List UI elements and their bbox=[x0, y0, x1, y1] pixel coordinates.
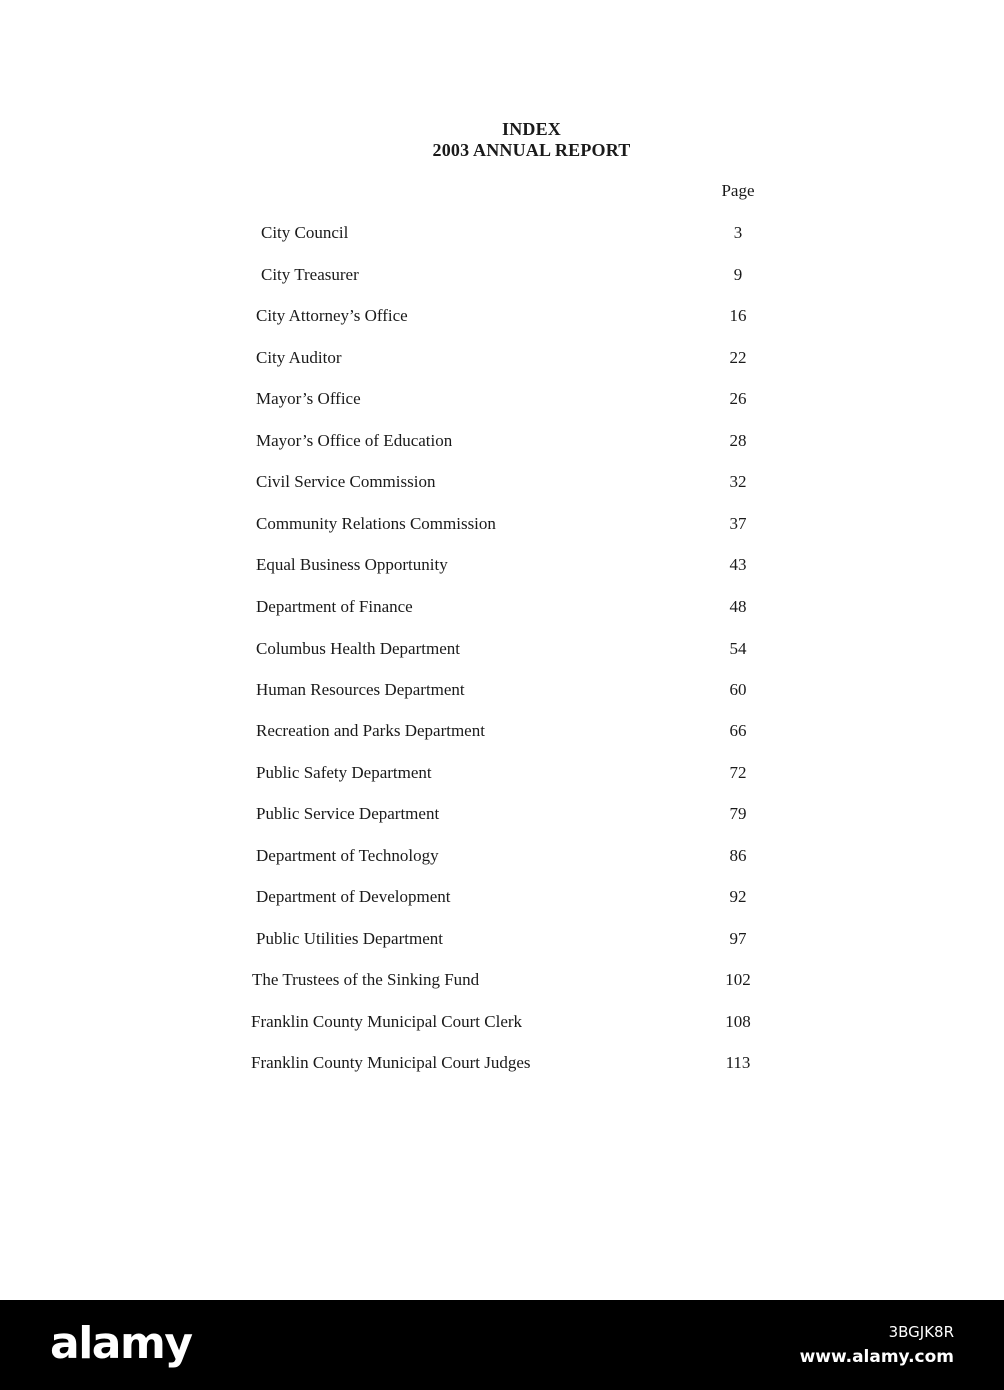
entry-page-number: 54 bbox=[729, 639, 747, 658]
index-entry bbox=[0, 1011, 1004, 1033]
entry-page-number: 3 bbox=[733, 223, 743, 242]
entry-label: City Auditor bbox=[256, 348, 342, 367]
entry-page-number: 48 bbox=[729, 597, 747, 616]
site-url: www.alamy.com bbox=[799, 1347, 954, 1367]
index-entry bbox=[0, 679, 1004, 701]
entry-page-number: 60 bbox=[729, 680, 747, 699]
alamy-logo: alamy bbox=[50, 1318, 192, 1369]
entry-page-number: 43 bbox=[729, 555, 747, 574]
watermark-bar bbox=[0, 1300, 1004, 1390]
entry-label: Public Utilities Department bbox=[256, 929, 443, 948]
entry-page-number: 79 bbox=[729, 804, 747, 823]
entry-page-number: 92 bbox=[729, 887, 747, 906]
entry-page-number: 16 bbox=[729, 306, 747, 325]
entry-label: Columbus Health Department bbox=[256, 639, 460, 658]
entry-page-number: 26 bbox=[729, 389, 747, 408]
index-entry bbox=[0, 554, 1004, 576]
entry-label: Public Service Department bbox=[256, 804, 440, 823]
index-entry bbox=[0, 1052, 1004, 1074]
index-entry bbox=[0, 886, 1004, 908]
entry-label: Department of Finance bbox=[256, 597, 413, 616]
entry-label: Recreation and Parks Department bbox=[256, 721, 485, 740]
index-entry bbox=[0, 471, 1004, 493]
entry-page-number: 97 bbox=[729, 929, 747, 948]
index-entry bbox=[0, 347, 1004, 369]
entry-label: Department of Development bbox=[256, 887, 451, 906]
image-id: 3BGJK8R bbox=[888, 1323, 954, 1341]
index-entry bbox=[0, 845, 1004, 867]
entry-page-number: 108 bbox=[725, 1012, 751, 1031]
entry-label: Franklin County Municipal Court Judges bbox=[251, 1053, 531, 1072]
index-entry bbox=[0, 969, 1004, 991]
index-entry bbox=[0, 430, 1004, 452]
index-entry bbox=[0, 513, 1004, 535]
index-entry bbox=[0, 596, 1004, 618]
index-entry bbox=[0, 638, 1004, 660]
entry-page-number: 37 bbox=[729, 514, 747, 533]
entry-label: Franklin County Municipal Court Clerk bbox=[251, 1012, 523, 1031]
entry-page-number: 9 bbox=[733, 265, 743, 284]
entry-label: Equal Business Opportunity bbox=[256, 555, 448, 574]
index-entry bbox=[0, 928, 1004, 950]
index-entry bbox=[0, 720, 1004, 742]
index-entry bbox=[0, 803, 1004, 825]
page-column-heading: Page bbox=[721, 181, 755, 200]
entry-page-number: 32 bbox=[729, 472, 747, 491]
index-entry bbox=[0, 388, 1004, 410]
entry-label: Mayor’s Office bbox=[256, 389, 361, 408]
entry-label: Community Relations Commission bbox=[256, 514, 496, 533]
entry-label: City Attorney’s Office bbox=[256, 306, 408, 325]
entry-page-number: 102 bbox=[725, 970, 751, 989]
entry-page-number: 86 bbox=[729, 846, 747, 865]
index-entry bbox=[0, 264, 1004, 286]
entry-label: Mayor’s Office of Education bbox=[256, 431, 453, 450]
entry-label: The Trustees of the Sinking Fund bbox=[252, 970, 480, 989]
entry-label: City Council bbox=[261, 223, 349, 242]
entry-page-number: 113 bbox=[725, 1053, 751, 1072]
index-entry bbox=[0, 305, 1004, 327]
index-entry bbox=[0, 222, 1004, 244]
entry-page-number: 28 bbox=[729, 431, 747, 450]
entry-page-number: 72 bbox=[729, 763, 747, 782]
entry-label: Department of Technology bbox=[256, 846, 439, 865]
index-entry bbox=[0, 762, 1004, 784]
entry-label: Public Safety Department bbox=[256, 763, 432, 782]
entry-page-number: 66 bbox=[729, 721, 747, 740]
entry-page-number: 22 bbox=[729, 348, 747, 367]
entry-label: City Treasurer bbox=[261, 265, 359, 284]
index-title: INDEX bbox=[501, 119, 561, 139]
report-title: 2003 ANNUAL REPORT bbox=[432, 140, 631, 160]
entry-label: Civil Service Commission bbox=[256, 472, 436, 491]
entry-label: Human Resources Department bbox=[256, 680, 465, 699]
